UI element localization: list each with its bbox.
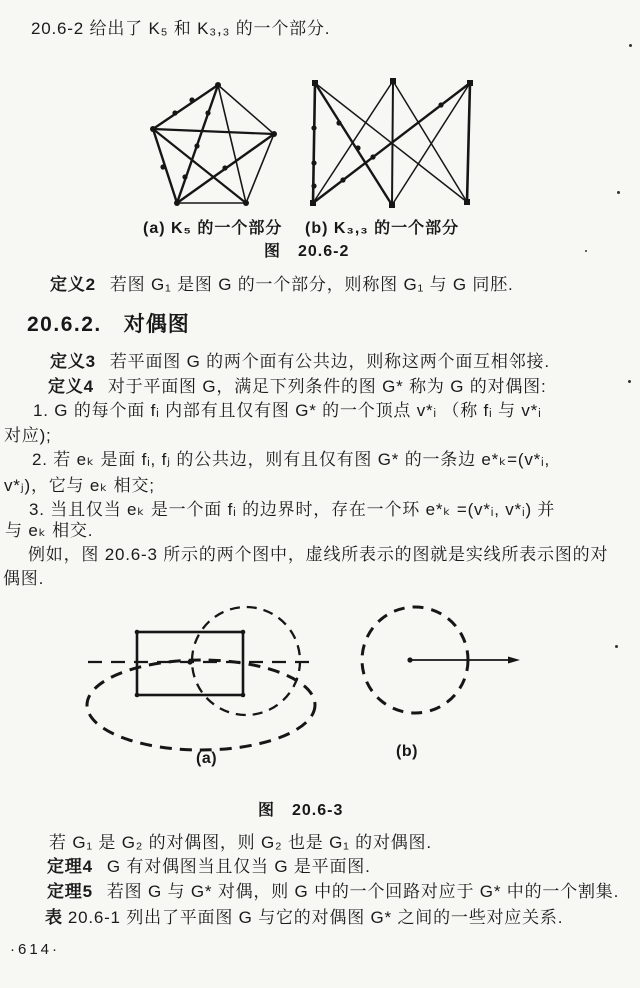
figure2-caption-a: (a) K₅ 的一个部分 [143,220,283,237]
figure3-caption: 图 20.6-3 [258,802,344,819]
definition3-text: 若平面图 G 的两个面有公共边，则称这两个面互相邻接. [109,352,550,371]
condition2-line1: 2. 若 eₖ 是面 fᵢ, fⱼ 的公共边，则有且仅有图 G* 的一条边 e*ₖ=(v*ᵢ, [32,450,551,469]
section-title: 对偶图 [123,313,190,336]
table-reference-text: 20.6-1 列出了平面图 G 与它的对偶图 G* 之间的一些对应关系. [67,908,564,927]
dual-outer-loop [87,660,315,750]
section-heading [27,308,190,338]
k33-graph [310,78,473,208]
k5-graph [150,82,277,206]
primal-vertex [407,657,412,662]
duality-note-line: 若 G₁ 是 G₂ 的对偶图，则 G₂ 也是 G₁ 的对偶图. [49,833,432,852]
theorem4-line [47,856,371,877]
theorem5-text: 若图 G 与 G* 对偶，则 G 中的一个回路对应于 G* 中的一个割集. [106,882,620,901]
condition1-line1: 1. G 的每个面 fᵢ 内部有且仅有图 G* 的一个顶点 v*ᵢ （称 fᵢ 与 v*ᵢ [33,401,542,420]
definition2-line [50,274,514,295]
dual-example-a [87,607,316,750]
condition3-line1: 3. 当且仅当 eₖ 是一个面 fᵢ 的边界时，存在一个环 e*ₖ =(v*ᵢ, v*ᵢ) 并 [29,500,556,519]
figure-20-6-2-graphs [130,72,500,212]
scan-speck [585,250,587,252]
definition2-text: 若图 G₁ 是图 G 的一个部分，则称图 G₁ 与 G 同胚. [109,275,514,294]
intro-line: 20.6-2 给出了 K₅ 和 K₃,₃ 的一个部分. [31,19,331,38]
definition4-line [48,376,546,397]
dual-example-b [362,607,520,713]
theorem4-text: G 有对偶图当且仅当 G 是平面图. [106,857,371,876]
table-reference-line [45,907,563,928]
scan-speck [617,191,620,194]
figure-20-6-3-graphs [80,595,550,765]
scan-speck [628,380,631,383]
scan-speck [629,44,632,47]
dual-inner-vertex [187,659,192,664]
definition4-text: 对于平面图 G，满足下列条件的图 G* 称为 G 的对偶图: [107,377,547,396]
example-line2: 偶图. [3,569,45,588]
edge-end-mark [508,657,520,664]
theorem5-label: 定理5 [47,882,93,901]
condition3-line2: 与 eₖ 相交. [5,521,94,540]
definition3-line [50,351,550,372]
definition2-label: 定义2 [50,275,96,294]
definition4-label: 定义4 [48,377,94,396]
theorem4-label: 定理4 [47,857,93,876]
k5-subdivision-dots [160,97,227,179]
condition1-line2: 对应); [4,426,52,445]
example-line1: 例如，图 20.6-3 所示的两个图中，虚线所表示的图就是实线所表示图的对 [28,545,609,564]
figure3-label-b: (b) [396,743,418,760]
page-number: ·614· [10,941,61,958]
k33-edges [313,81,470,205]
figure3-label-a: (a) [196,750,218,767]
section-number: 20.6.2. [27,313,102,336]
definition3-label: 定义3 [50,352,96,371]
figure2-caption-b: (b) K₃,₃ 的一个部分 [305,220,460,237]
figure2-caption: 图 20.6-2 [264,243,350,260]
k5-edges [153,85,274,203]
scan-speck [615,645,618,648]
condition2-line2: v*ⱼ)，它与 eₖ 相交; [4,476,155,495]
theorem5-line [47,881,619,902]
table-reference-label: 表 [45,908,63,927]
